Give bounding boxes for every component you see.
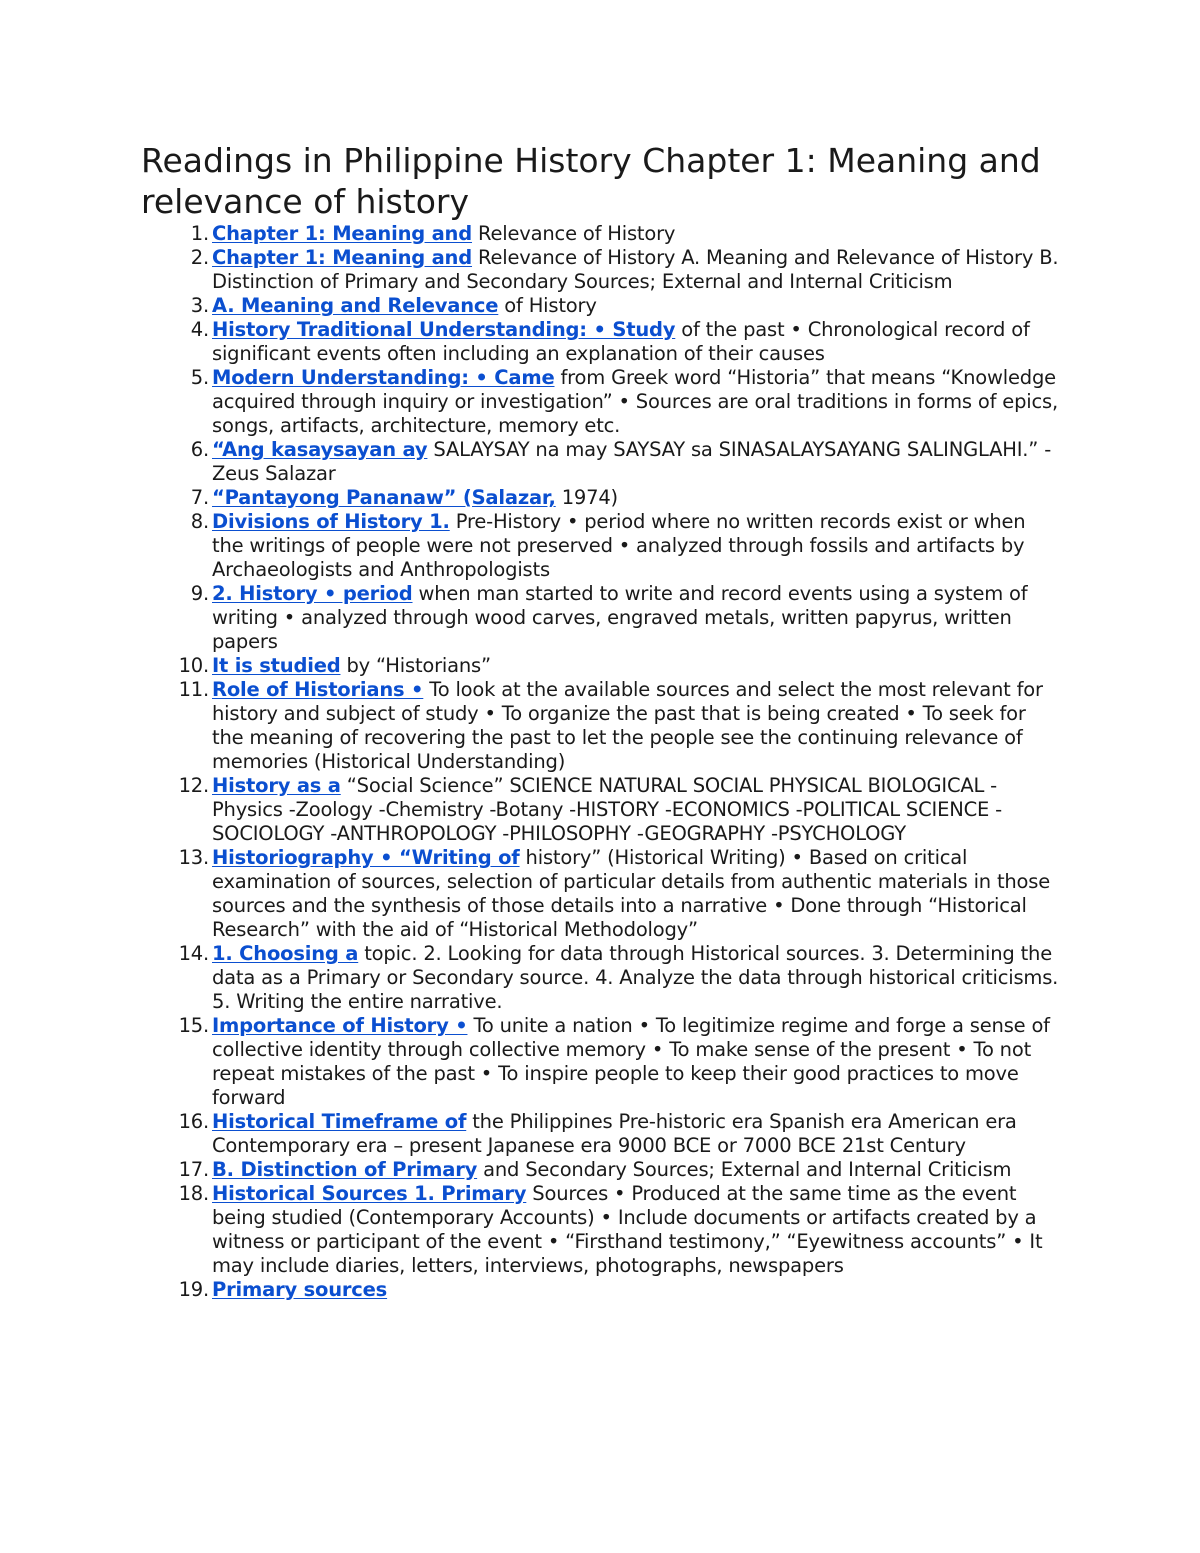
list-item-number: 13. [178,846,209,869]
list-item-link[interactable]: Role of Historians • [212,678,424,701]
list-item [141,582,1061,654]
list-item-text: when man started to write and record events using a system of writing • analyzed through wood carves, engraved metals, written papyrus, written papers [212,582,1028,653]
list-item-text: the Philippines Pre-historic era Spanish era American era Contemporary era – present Japanese era 9000 BCE or 7000 BCE 21st Century [212,1110,1017,1157]
list-item [141,438,1061,486]
list-item [141,246,1061,294]
numbered-list [141,222,1061,1302]
list-item-link[interactable]: History as a [212,774,341,797]
list-item-link[interactable]: A. Meaning and Relevance [212,294,499,317]
list-item-number: 9. [190,582,209,605]
list-item-link[interactable]: “Ang kasaysayan ay [212,438,428,461]
document-title: Readings in Philippine History Chapter 1: Meaning and relevance of history [141,141,1041,221]
list-item-link[interactable]: Historiography • “Writing of [212,846,520,869]
list-item-number: 14. [178,942,209,965]
list-item-link[interactable]: Chapter 1: Meaning and [212,222,473,245]
list-item-number: 16. [178,1110,209,1133]
list-item-text: 1974) [555,486,618,509]
list-item-text: by “Historians” [340,654,491,677]
list-item-number: 7. [190,486,209,509]
list-item-number: 2. [190,246,209,269]
list-item-number: 18. [178,1182,209,1205]
list-item-text: SALAYSAY na may SAYSAY sa SINASALAYSAYANG SALINGLAHI.” -Zeus Salazar [212,438,1052,485]
list-item-number: 15. [178,1014,209,1037]
list-item-text: Pre-History • period where no written records exist or when the writings of people were not preserved • analyzed through fossils and artifacts by Archaeologists and Anthropologists [212,510,1026,581]
document-content [141,140,1061,1302]
list-item [141,294,1061,318]
list-item-text: of the past • Chronological record of significant events often including an explanation of their causes [212,318,1030,365]
list-item-text: history” (Historical Writing) • Based on critical examination of sources, selection of particular details from authentic materials in those sources and the synthesis of those details into a narrative • Done through “Historical Research” with the aid of “Historical Methodology” [212,846,1051,941]
list-item-text: from Greek word “Historia” that means “Knowledge acquired through inquiry or investigation” • Sources are oral traditions in forms of epics, songs, artifacts, architecture, memory etc. [212,366,1058,437]
list-item-link[interactable]: It is studied [212,654,341,677]
list-item [141,1014,1061,1110]
list-item [141,1158,1061,1182]
list-item-number: 4. [190,318,209,341]
list-item-number: 19. [178,1278,209,1301]
list-item-link[interactable]: “Pantayong Pananaw” (Salazar, [212,486,556,509]
list-item [141,486,1061,510]
list-item-link[interactable]: Divisions of History 1. [212,510,450,533]
list-item-number: 8. [190,510,209,533]
list-item-link[interactable]: Historical Sources 1. Primary [212,1182,527,1205]
list-item [141,1182,1061,1278]
list-item-text: of History [498,294,597,317]
list-item-link[interactable]: B. Distinction of Primary [212,1158,478,1181]
list-item-link[interactable]: 2. History • period [212,582,413,605]
list-item [141,510,1061,582]
list-item-text: and Secondary Sources; External and Internal Criticism [477,1158,1012,1181]
list-item [141,654,1061,678]
list-item [141,678,1061,774]
list-item [141,1110,1061,1158]
list-item-link[interactable]: Chapter 1: Meaning and [212,246,473,269]
list-item-number: 17. [178,1158,209,1181]
list-item-number: 1. [190,222,209,245]
list-item-number: 6. [190,438,209,461]
list-item-link[interactable]: Historical Timeframe of [212,1110,467,1133]
list-item-link[interactable]: Primary sources [212,1278,388,1301]
list-item-number: 11. [178,678,209,701]
list-item [141,222,1061,246]
list-item-link[interactable]: Modern Understanding: • Came [212,366,555,389]
list-item-link[interactable]: Importance of History • [212,1014,468,1037]
list-item-link[interactable]: History Traditional Understanding: • Study [212,318,676,341]
list-item-text: Sources • Produced at the same time as the event being studied (Contemporary Accounts) • Include documents or artifacts created by a witness or participant of the event • “Firsthand testimony,” “Eyewitness accounts” • It may include diaries, letters, interviews, photographs, newspapers [212,1182,1043,1277]
list-item [141,1278,1061,1302]
list-item-text: Relevance of History [472,222,676,245]
list-item-number: 5. [190,366,209,389]
list-item [141,942,1061,1014]
list-item [141,366,1061,438]
list-item-text: To look at the available sources and select the most relevant for history and subject of study • To organize the past that is being created • To seek for the meaning of recovering the past to let the people see the continuing relevance of memories (Historical Understanding) [212,678,1043,773]
list-item-number: 10. [178,654,209,677]
list-item-text: “Social Science” SCIENCE NATURAL SOCIAL PHYSICAL BIOLOGICAL -Physics -Zoology -Chemistry -Botany -HISTORY -ECONOMICS -POLITICAL SCIENCE -SOCIOLOGY -ANTHROPOLOGY -PHILOSOPHY -GEOGRAPHY -PSYCHOLOGY [212,774,1002,845]
list-item-text: To unite a nation • To legitimize regime and forge a sense of collective identity through collective memory • To make sense of the present • To not repeat mistakes of the past • To inspire people to keep their good practices to move forward [212,1014,1050,1109]
list-item [141,318,1061,366]
list-item [141,774,1061,846]
list-item-text: topic. 2. Looking for data through Historical sources. 3. Determining the data as a Primary or Secondary source. 4. Analyze the data through historical criticisms. 5. Writing the entire narrative. [212,942,1059,1013]
list-item-number: 12. [178,774,209,797]
list-item-text: Relevance of History A. Meaning and Relevance of History B. Distinction of Primary and Secondary Sources; External and Internal Criticism [212,246,1059,293]
list-item-link[interactable]: 1. Choosing a [212,942,359,965]
list-item-number: 3. [190,294,209,317]
list-item [141,846,1061,942]
